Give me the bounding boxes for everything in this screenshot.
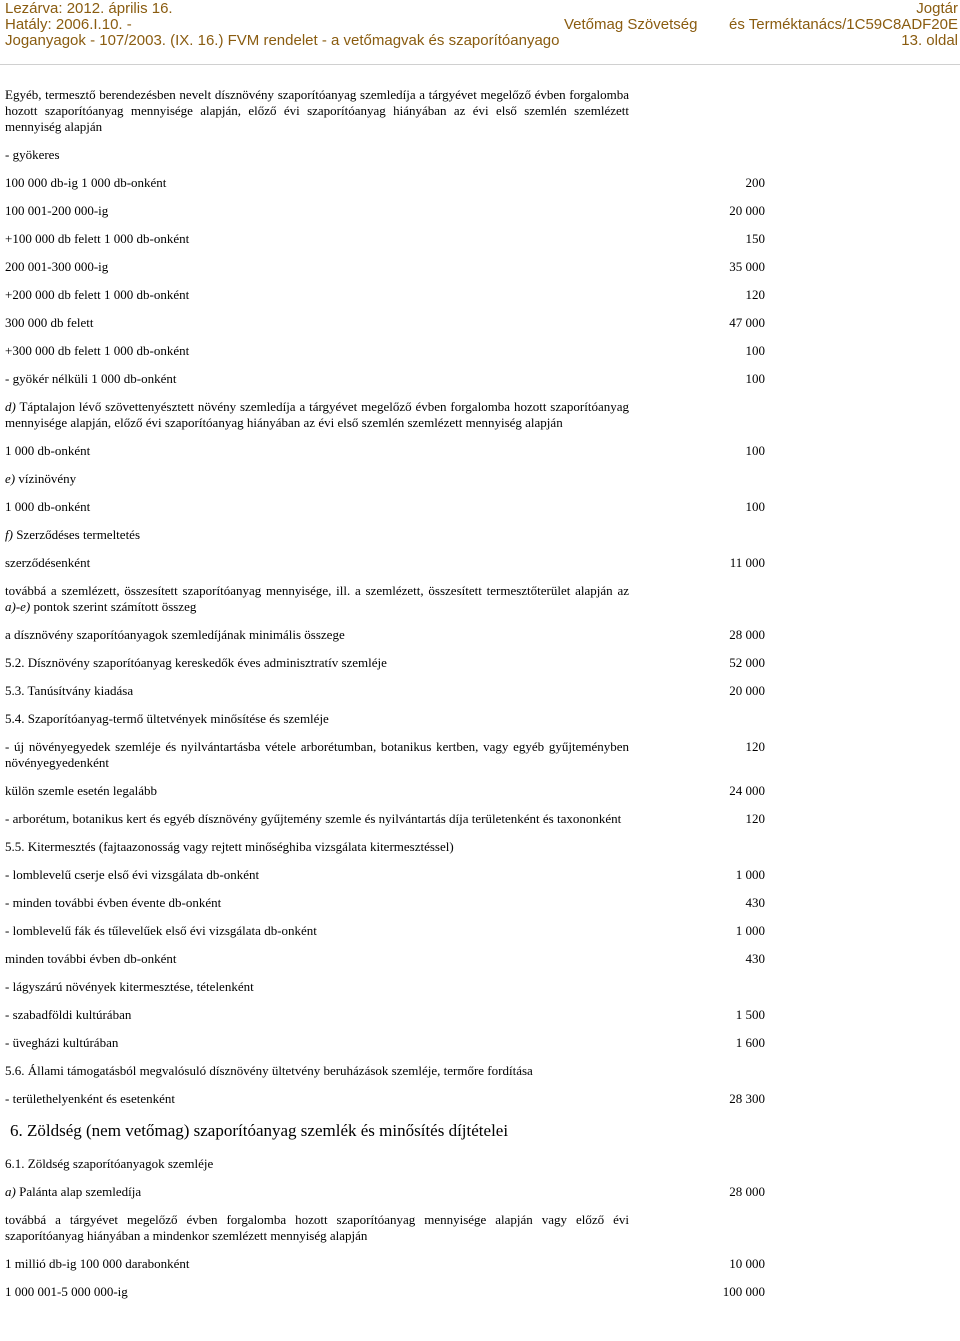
fee-row-value: 120 <box>745 811 765 826</box>
fee-row-value: 10 000 <box>729 1256 765 1271</box>
fee-row <box>5 1256 765 1272</box>
fee-row-label: - arborétum, botanikus kert és egyéb dísznövény gyűjtemény szemle és nyilvántartás díja területenként és taxononként <box>5 811 622 826</box>
fee-row <box>5 287 765 303</box>
fee-row-label: - szabadföldi kultúrában <box>5 1007 132 1022</box>
publisher-name: Jogtár <box>916 0 958 17</box>
fee-row-value: 200 <box>745 175 765 190</box>
fee-row-value: 100 000 <box>722 1284 765 1299</box>
fee-row-value: 100 <box>745 343 765 358</box>
fee-row <box>5 783 765 799</box>
fee-row-label: - üvegházi kultúrában <box>5 1035 119 1050</box>
fee-row <box>5 259 765 275</box>
fee-row-value: 1 000 <box>735 867 765 882</box>
fee-row-label: +200 000 db felett 1 000 db-onként <box>5 287 190 302</box>
fee-row <box>5 1007 765 1023</box>
page-header <box>0 0 960 64</box>
header-divider <box>0 64 960 65</box>
seedling-text: továbbá a tárgyévet megelőző évben forgalomba hozott szaporítóanyag mennyisége alapján vagy előző évi szaporítóanyag hiányában a mindenkor szemlézett mennyiség alapján <box>5 1212 629 1243</box>
section-f-fee: szerződésenként 11 000 <box>5 555 765 570</box>
fee-row <box>5 231 765 247</box>
fee-row <box>5 175 765 191</box>
section-5-5-list <box>5 855 765 967</box>
fee-row <box>5 1035 765 1051</box>
fee-row-value: 430 <box>745 951 765 966</box>
section-6-1-title: 6.1. Zöldség szaporítóanyagok szemléje <box>5 1156 214 1171</box>
fee-row <box>5 343 765 359</box>
fee-row-value: 120 <box>745 287 765 302</box>
section-6-heading: 6. Zöldség (nem vetőmag) szaporítóanyag szemlék és minősítés díjtételei <box>10 1121 509 1140</box>
fee-row-label: - új növényegyedek szemléje és nyilvántartásba vétele arborétumban, botanikus kertben, vagy egyéb gyűjteményben növényegyedenként <box>5 739 629 770</box>
section-f-title: f) Szerződéses termeltetés <box>5 527 141 542</box>
fee-row-value: 1 600 <box>735 1035 765 1050</box>
fee-row-label: 300 000 db felett <box>5 315 94 330</box>
section-5-4-list <box>5 727 765 827</box>
fee-row <box>5 951 765 967</box>
section-5-2: 5.2. Dísznövény szaporítóanyag kereskedők éves adminisztratív szemléje 52 000 <box>5 655 765 670</box>
fee-row-value: 1 500 <box>735 1007 765 1022</box>
fee-row <box>5 371 765 387</box>
fee-row-label: 1 millió db-ig 100 000 darabonként <box>5 1256 190 1271</box>
herbaceous-label: - lágyszárú növények kitermesztése, tételenként <box>5 979 254 994</box>
herbaceous-list <box>5 995 765 1051</box>
fee-row-value: 100 <box>745 371 765 386</box>
fee-row-label: +100 000 db felett 1 000 db-onként <box>5 231 190 246</box>
fee-row-value: 1 000 <box>735 923 765 938</box>
fee-row-label: - minden további évben évente db-onként <box>5 895 222 910</box>
fee-row-value: 24 000 <box>729 783 765 798</box>
rooted-fee-list <box>5 163 765 387</box>
fee-row-label: +300 000 db felett 1 000 db-onként <box>5 343 190 358</box>
seedling-fee-list <box>5 1244 765 1300</box>
section-d-text: d) Táptalajon lévő szövettenyésztett növény szemledíja a tárgyévet megelőző évben forgalomba hozott szaporítóanyag mennyisége alapján, előző évi szaporítóanyag hiányában az évi első szemlén szemlézett mennyiség alapján <box>5 399 629 430</box>
intro-paragraph: Egyéb, termesztő berendezésben nevelt dísznövény szaporítóanyag szemledíja a tárgyévet megelőző évben forgalomba hozott szaporítóanyag mennyisége alapján, előző évi szaporítóanyag hiányában az évi első szemlén szemlézett mennyiség alapján <box>5 87 629 134</box>
fee-row-label: - gyökér nélküli 1 000 db-onként <box>5 371 177 386</box>
fee-row <box>5 895 765 911</box>
fee-row-label: 100 001-200 000-ig <box>5 203 109 218</box>
fee-row-value: 47 000 <box>729 315 765 330</box>
fee-row <box>5 867 765 883</box>
fee-row <box>5 1284 765 1300</box>
fee-row <box>5 739 765 771</box>
fee-row-value: 150 <box>745 231 765 246</box>
page-number: 13. oldal <box>901 32 958 49</box>
fee-row <box>5 315 765 331</box>
closing-date: Lezárva: 2012. április 16. <box>5 0 173 17</box>
furthermore-text: továbbá a szemlézett, összesített szaporítóanyag mennyisége, ill. a szemlézett, összesített termesztőterület alapján az a)-e) pontok szerint számított összeg <box>5 583 629 614</box>
fee-row-label: minden további évben db-onként <box>5 951 177 966</box>
fee-row <box>5 923 765 939</box>
section-e-title: e) vízinövény <box>5 471 77 486</box>
association-name: Vetőmag Szövetség <box>564 16 698 33</box>
fee-row-label: 100 000 db-ig 1 000 db-onként <box>5 175 167 190</box>
section-5-5-title: 5.5. Kitermesztés (fajtaazonosság vagy rejtett minőséghiba vizsgálata kitermesztéssel) <box>5 839 454 854</box>
section-d-fee: 1 000 db-onként 100 <box>5 443 765 458</box>
fee-row-value: 430 <box>745 895 765 910</box>
effective-date: Hatály: 2006.I.10. - <box>5 16 132 33</box>
seedling-base-fee: a) Palánta alap szemledíja 28 000 <box>5 1184 765 1199</box>
section-5-6-title: 5.6. Állami támogatásból megvalósuló dísznövény ültetvény beruházások szemléje, termőre fordítása <box>5 1063 533 1078</box>
fee-row-label: - lomblevelű cserje első évi vizsgálata db-onként <box>5 867 260 882</box>
rooted-label: - gyökeres <box>5 147 60 162</box>
section-5-3: 5.3. Tanúsítvány kiadása 20 000 <box>5 683 765 698</box>
legal-source: Joganyagok - 107/2003. (IX. 16.) FVM rendelet - a vetőmagvak és szaporítóanyago <box>5 32 560 49</box>
fee-row-value: 120 <box>745 739 765 754</box>
fee-row-value: 35 000 <box>729 259 765 274</box>
fee-row-label: - lomblevelű fák és tűlevelűek első évi vizsgálata db-onként <box>5 923 317 938</box>
fee-row-label: 1 000 001-5 000 000-ig <box>5 1284 128 1299</box>
publisher-line: és Terméktanács/1C59C8ADF20E <box>729 16 958 33</box>
section-5-4-title: 5.4. Szaporítóanyag-termő ültetvények minősítése és szemléje <box>5 711 329 726</box>
minimum-fee: a dísznövény szaporítóanyagok szemledíjának minimális összege 28 000 <box>5 627 765 642</box>
fee-row-label: külön szemle esetén legalább <box>5 783 157 798</box>
fee-row <box>5 811 765 827</box>
section-e-fee: 1 000 db-onként 100 <box>5 499 765 514</box>
fee-row-label: 200 001-300 000-ig <box>5 259 109 274</box>
fee-row <box>5 203 765 219</box>
section-5-6-fee: - területhelyenként és esetenként 28 300 <box>5 1091 765 1106</box>
document-body <box>5 87 765 1300</box>
fee-row-value: 20 000 <box>729 203 765 218</box>
